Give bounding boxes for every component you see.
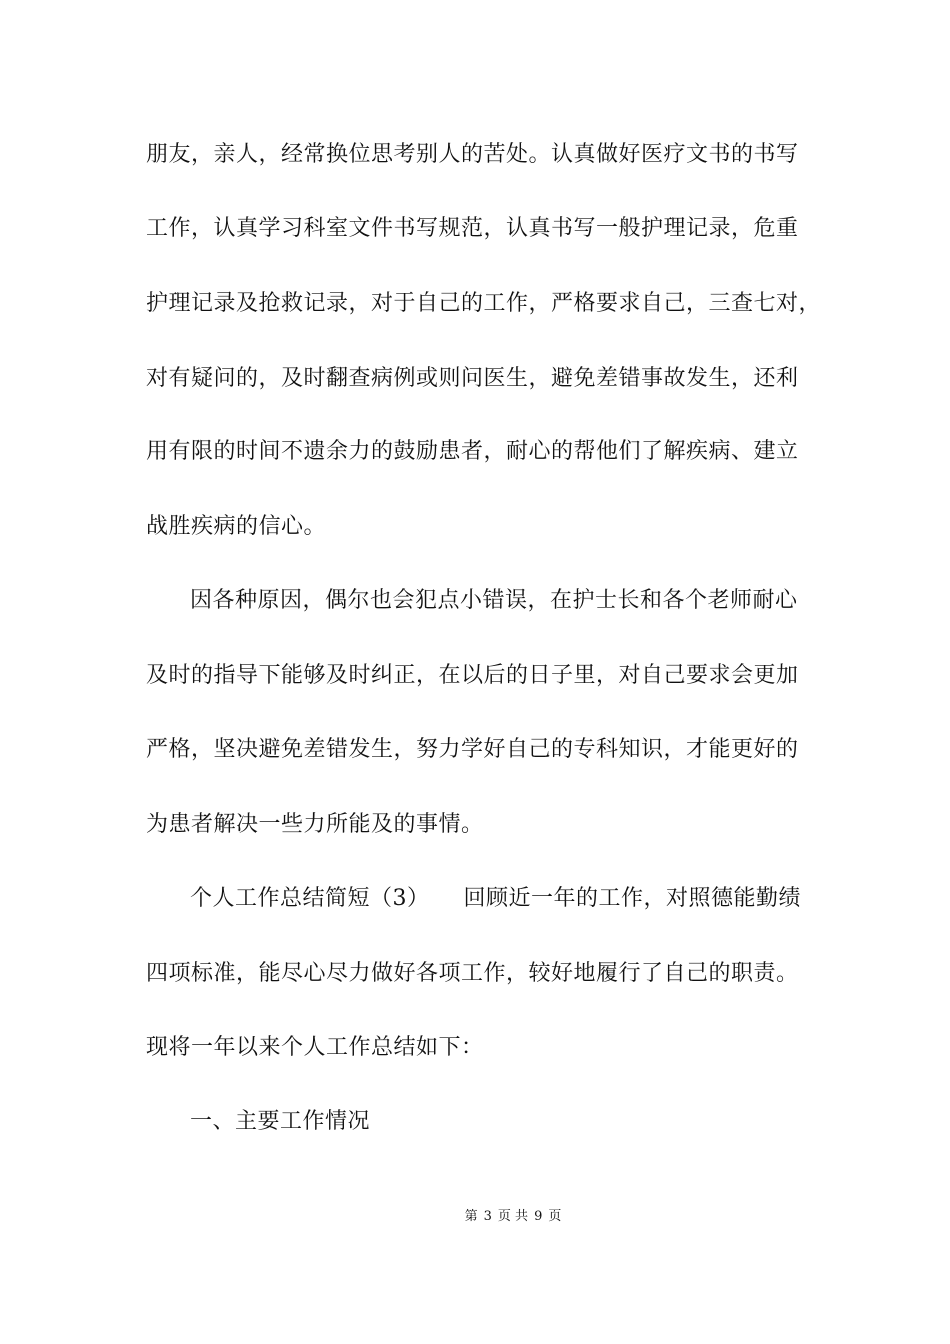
section-heading: 一、主要工作情况 (190, 1109, 371, 1134)
paragraph-2-line-1: 因各种原因，偶尔也会犯点小错误，在护士长和各个老师耐心 (190, 588, 798, 613)
paragraph-1-line-1: 朋友，亲人，经常换位思考别人的苦处。认真做好医疗文书的书写 (146, 142, 799, 167)
footer-total-pages: 9 (534, 1209, 543, 1224)
footer-prefix: 第 (464, 1209, 478, 1224)
footer-suffix: 页 (548, 1209, 562, 1224)
paragraph-3-line-1: 个人工作总结简短（3） 回顾近一年的工作，对照德能勤绩 (190, 886, 801, 911)
page-footer (0, 1208, 950, 1226)
paragraph-1-line-4: 对有疑问的，及时翻查病例或则问医生，避免差错事故发生，还利 (146, 366, 799, 391)
paragraph-1-line-3: 护理记录及抢救记录，对于自己的工作，严格要求自己，三查七对， (146, 291, 822, 316)
footer-middle: 页 共 (497, 1209, 529, 1224)
paragraph-1-line-6: 战胜疾病的信心。 (146, 514, 327, 539)
paragraph-3-line-3: 现将一年以来个人工作总结如下： (146, 1035, 484, 1060)
footer-current-page: 3 (483, 1209, 492, 1224)
paragraph-2-line-2: 及时的指导下能够及时纠正，在以后的日子里，对自己要求会更加 (146, 663, 799, 688)
paragraph-2-line-3: 严格，坚决避免差错发生，努力学好自己的专科知识，才能更好的 (146, 737, 799, 762)
paragraph-2-line-4: 为患者解决一些力所能及的事情。 (146, 812, 484, 837)
paragraph-1-line-2: 工作，认真学习科室文件书写规范，认真书写一般护理记录，危重 (146, 216, 799, 241)
paragraph-1-line-5: 用有限的时间不遗余力的鼓励患者，耐心的帮他们了解疾病、建立 (146, 439, 799, 464)
paragraph-3-line-2: 四项标准，能尽心尽力做好各项工作，较好地履行了自己的职责。 (146, 961, 799, 986)
